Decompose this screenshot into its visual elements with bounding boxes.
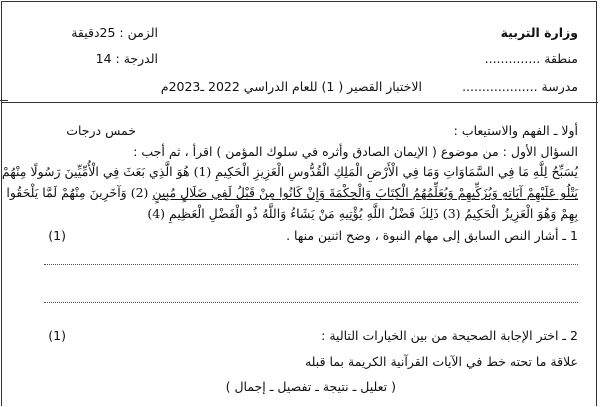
ministry-name: وزارة التربية — [500, 25, 578, 40]
verse-line-2 — [6, 185, 578, 201]
section-marks: خمس درجات — [66, 123, 136, 138]
verse-line-3: بِهِمْ وَهُوَ الْعَزِيزُ الْحَكِيمُ (3) ذَلِكَ فَضْلُ اللَّهِ يُؤْتِيهِ مَنْ يَشَاءُ وَاللَّهُ ذُو الْفَضْلِ الْعَظِيمِ (4) — [147, 206, 578, 221]
question-item-2: 2 ـ اختر الإجابة الصحيحة من بين الخيارات التالية : — [321, 328, 578, 343]
question-item-1: 1 ـ أشار النص السابق إلى مهام النبوة ، وضح اثنين منها . — [286, 228, 578, 243]
verse-line-2-rest: (2) وَآخَرِينَ مِنْهُمْ لَمَّا يَلْحَقُوا — [6, 185, 149, 200]
exam-time: الزمن : 25دقيقة — [71, 25, 158, 40]
exam-sheet — [1, 1, 597, 406]
item-2-question: علاقة ما تحته خط في الآيات القرآنية الكريمة بما قبله — [304, 354, 578, 369]
answer-line-1[interactable] — [44, 264, 578, 265]
item-1-mark: (1) — [48, 228, 66, 243]
exam-title: الاختبار القصير ( 1) للعام الدراسي 2022 ـ2023م — [160, 79, 422, 94]
verse-line-1: يُسَبِّحُ لِلَّهِ مَا فِي السَّمَاوَاتِ وَمَا فِي الْأَرْضِ الْمَلِكِ الْقُدُّوسِ الْعَزِيزِ الْحَكِيمِ (1) هُوَ الَّذِي بَعَثَ فِي الْأُمِّيِّينَ رَسُولًا مِنْهُمْ — [1, 164, 578, 179]
school-field: مدرسة ................... — [462, 79, 578, 94]
question-intro: السؤال الأول : من موضوع ( الإيمان الصادق وأثره في سلوك المؤمن ) اقرأ ، ثم أجب : — [133, 144, 578, 159]
section-title: أولا ـ الفهم والاستيعاب : — [453, 123, 578, 138]
region-field: منطقة .............. — [484, 51, 578, 66]
underlined-verse-phrase: يَتْلُو عَلَيْهِمْ آيَاتِهِ وَيُزَكِّيهِمْ وَيُعَلِّمُهُمُ الْكِتَابَ وَالْحِكْمَةَ وَإِنْ كَانُوا مِنْ قَبْلُ لَفِي ضَلَالٍ مُبِينٍ — [152, 185, 578, 200]
item-2-options: ( تعليل ـ نتيجة ـ تفصيل ـ إجمال ) — [225, 379, 396, 394]
item-2-mark: (1) — [48, 328, 66, 343]
answer-line-2[interactable] — [44, 302, 578, 303]
exam-grade: الدرجة : 14 — [95, 51, 158, 66]
header-edge-tick — [0, 100, 8, 101]
header-divider — [2, 102, 598, 103]
exam-header — [2, 2, 596, 102]
